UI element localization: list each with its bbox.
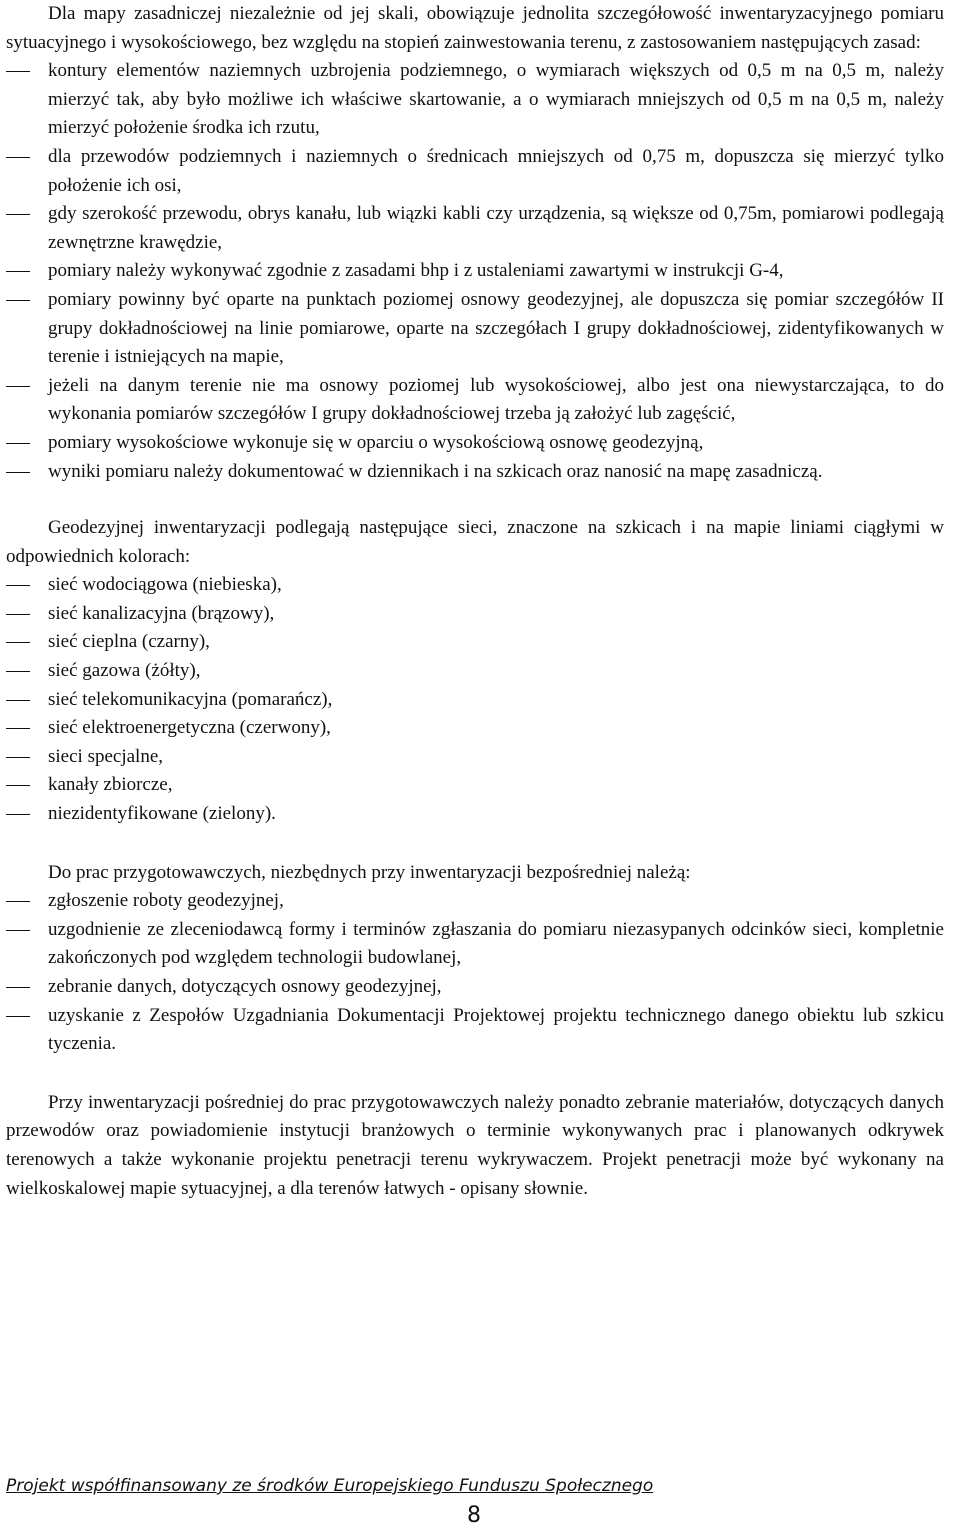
section3-list (6, 887, 944, 1059)
list-item: sieci specjalne, (6, 743, 944, 772)
dash-bullet (6, 214, 30, 215)
list-item: sieć gazowa (żółty), (6, 657, 944, 686)
dash-bullet (6, 614, 30, 615)
dash-bullet (6, 785, 30, 786)
list-item: sieć elektroenergetyczna (czerwony), (6, 714, 944, 743)
list-item: gdy szerokość przewodu, obrys kanału, lub wiązki kabli czy urządzenia, są większe od 0,75m, pomiarowi podlegają zewnętrzne krawędzie, (6, 200, 944, 257)
list-item: zebranie danych, dotyczących osnowy geodezyjnej, (6, 973, 944, 1002)
list-item: pomiary powinny być oparte na punktach poziomej osnowy geodezyjnej, ale dopuszcza się pomiar szczegółów II grupy dokładnościowej na linie pomiarowe, oparte na szczegółach I grupy dokładnościowej, zidentyfikowanych w terenie i istniejących na mapie, (6, 286, 944, 372)
dash-bullet (6, 642, 30, 643)
list-item: pomiary wysokościowe wykonuje się w oparciu o wysokościową osnowę geodezyjną, (6, 429, 944, 458)
dash-bullet (6, 901, 30, 902)
section4-paragraph: Przy inwentaryzacji pośredniej do prac przygotowawczych należy ponadto zebranie materiałów, dotyczących danych przewodów oraz powiadomienie instytucji branżowych o terminie wykonywanych prac i planowanych odkrywek terenowych a także wykonanie projektu penetracji terenu wykrywaczem. Projekt penetracji może być wykonany na wielkoskalowej mapie sytuacyjnej, a dla terenów łatwych - opisany słownie. (6, 1091, 944, 1199)
list-item: sieć kanalizacyjna (brązowy), (6, 600, 944, 629)
section2-intro: Geodezyjnej inwentaryzacji podlegają następujące sieci, znaczone na szkicach i na mapie liniami ciągłymi w odpowiednich kolorach: (6, 517, 944, 567)
dash-bullet (6, 987, 30, 988)
list-item: pomiary należy wykonywać zgodnie z zasadami bhp i z ustaleniami zawartymi w instrukcji G-4, (6, 257, 944, 286)
list-item: zgłoszenie roboty geodezyjnej, (6, 887, 944, 916)
list-item: dla przewodów podziemnych i naziemnych o średnicach mniejszych od 0,75 m, dopuszcza się mierzyć tylko położenie ich osi, (6, 143, 944, 200)
list-item: sieć cieplna (czarny), (6, 628, 944, 657)
section3-intro: Do prac przygotowawczych, niezbędnych przy inwentaryzacji bezpośredniej należą: (48, 861, 691, 883)
dash-bullet (6, 1016, 30, 1017)
paragraph-spacer (6, 486, 944, 514)
page-number: 8 (467, 1503, 481, 1528)
list-item: uzyskanie z Zespołów Uzgadniania Dokumentacji Projektowej projektu technicznego danego obiektu lub szkicu tyczenia. (6, 1002, 944, 1059)
dash-bullet (6, 271, 30, 272)
list-item: kanały zbiorcze, (6, 771, 944, 800)
section2-list (6, 571, 944, 828)
paragraph-spacer (6, 829, 944, 859)
list-item: sieć wodociągowa (niebieska), (6, 571, 944, 600)
list-item: uzgodnienie ze zleceniodawcą formy i terminów zgłaszania do pomiaru niezasypanych odcinków sieci, kompletnie zakończonych pod względem technologii budowlanej, (6, 916, 944, 973)
footer-text: Projekt współfinansowany ze środków Europejskiego Funduszu Społecznego (6, 1476, 654, 1496)
dash-bullet (6, 930, 30, 931)
dash-bullet (6, 700, 30, 701)
dash-bullet (6, 814, 30, 815)
list-item: wyniki pomiaru należy dokumentować w dziennikach i na szkicach oraz nanosić na mapę zasadniczą. (6, 458, 944, 487)
list-item: niezidentyfikowane (zielony). (6, 800, 944, 829)
dash-bullet (6, 386, 30, 387)
dash-bullet (6, 757, 30, 758)
dash-bullet (6, 157, 30, 158)
dash-bullet (6, 300, 30, 301)
dash-bullet (6, 71, 30, 72)
list-item: sieć telekomunikacyjna (pomarańcz), (6, 686, 944, 715)
list-item: jeżeli na danym terenie nie ma osnowy poziomej lub wysokościowej, albo jest ona niewystarczająca, to do wykonania pomiarów szczegółów I grupy dokładnościowej trzeba ją założyć lub zagęścić, (6, 372, 944, 429)
dash-bullet (6, 472, 30, 473)
footer (6, 1474, 954, 1498)
dash-bullet (6, 443, 30, 444)
document-page (6, 0, 944, 1203)
dash-bullet (6, 585, 30, 586)
section1-intro: Dla mapy zasadniczej niezależnie od jej skali, obowiązuje jednolita szczegółowość inwentaryzacyjnego pomiaru sytuacyjnego i wysokościowego, bez względu na stopień zainwestowania terenu, z zastosowaniem następujących zasad: (6, 3, 944, 53)
list-item: kontury elementów naziemnych uzbrojenia podziemnego, o wymiarach większych od 0,5 m na 0,5 m, należy mierzyć tak, aby było możliwe ich właściwe skartowanie, a o wymiarach mniejszych od 0,5 m na 0,5 m, należy mierzyć położenie środka ich rzutu, (6, 57, 944, 143)
paragraph-spacer (6, 1059, 944, 1089)
dash-bullet (6, 671, 30, 672)
dash-bullet (6, 728, 30, 729)
section1-list (6, 57, 944, 486)
